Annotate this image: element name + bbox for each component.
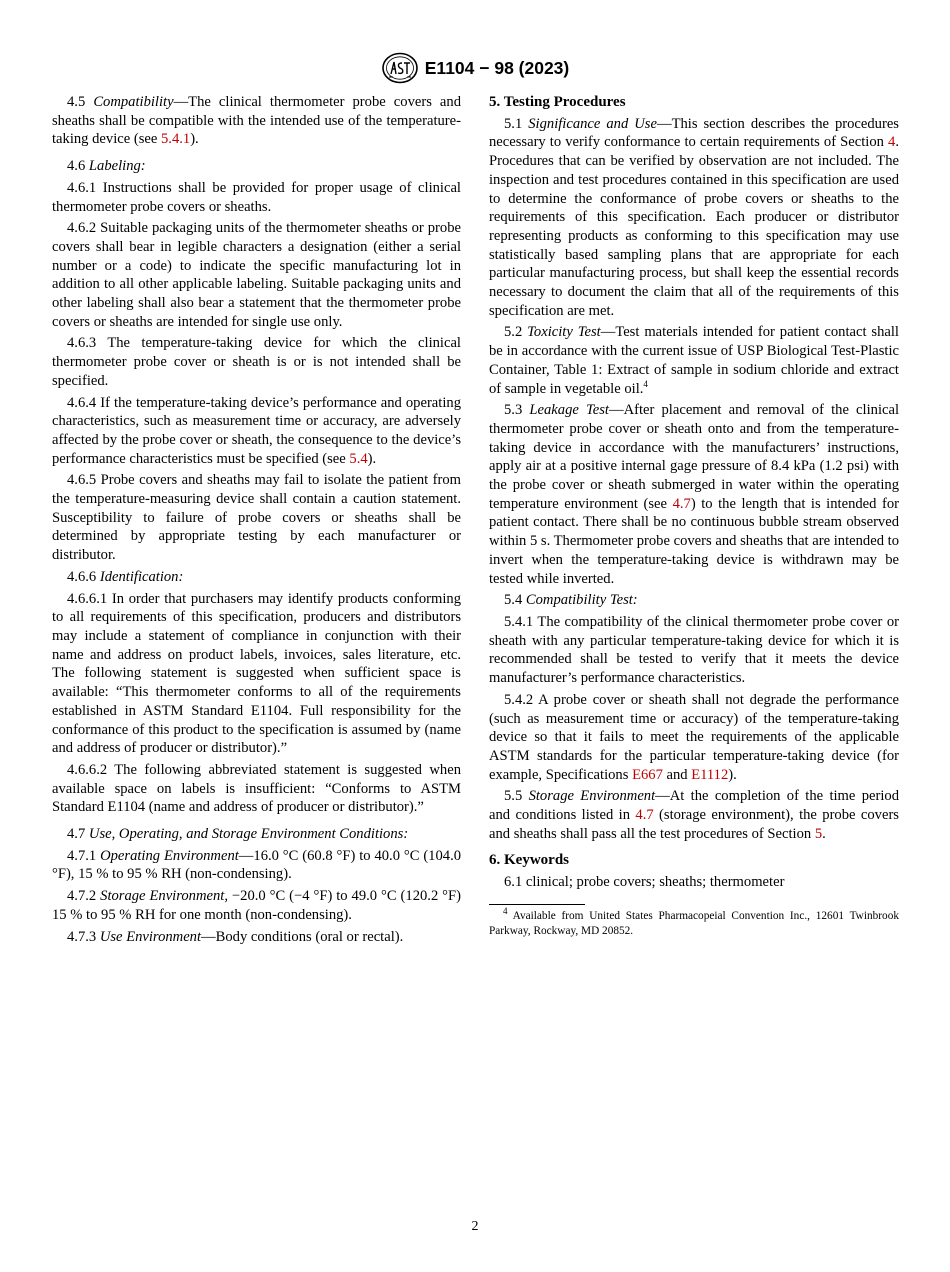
section-5-4: 5.4 Compatibility Test: <box>504 592 638 609</box>
page-header <box>0 52 950 86</box>
section-5-1: 5.1 Significance and Use—This section describes the procedures necessary to verify conformance to certain requirements of Section 4. Procedures that can be verified by observation are not included. The inspection and test procedures contained in this specification are used to determine the conformance of probe covers or sheaths to the requirements of this specification. Each producer or distributor representing products as conforming to this specification may use statistically based sampling plans that are appropriate for each particular manufacturing process, but shall keep the essential records necessary to document the claim that all of the requirements of this specification are met. <box>489 115 899 319</box>
section-4-7-2: 4.7.2 Storage Environment, −20.0 °C (−4 °F) to 49.0 °C (120.2 °F) 15 % to 95 % RH for one month (non-condensing). <box>52 888 461 923</box>
section-4-6: 4.6 Labeling: <box>67 158 146 175</box>
heading-testing-procedures: 5. Testing Procedures <box>489 94 626 110</box>
section-4-7: 4.7 Use, Operating, and Storage Environment Conditions: <box>67 826 409 843</box>
section-4-6-6: 4.6.6 Identification: <box>67 568 184 585</box>
ref-link-5-4-1[interactable]: 5.4.1 <box>161 131 191 148</box>
section-5-3: 5.3 Leakage Test—After placement and removal of the clinical thermometer probe cover or sheath onto and from the temperature-taking device in accordance with the manufacturers’ instructions, apply air at a positive internal gage pressure of 8.4 kPa (1.2 psi) with the probe cover or sheath submerged in water within the operating temperature environment (see 4.7) to the length that is intended for patient contact. There shall be no continuous bubble stream observed within 5 s. Thermometer probe covers and sheaths that are intended to invert when the temperature-taking device is withdrawn may be tested while inverted. <box>489 402 900 587</box>
section-4-6-6-1: 4.6.6.1 In order that purchasers may identify products conforming to all requirements of this specification, producers and distributors may include a statement of compliance in conjunction with their name and address on product labels, invoices, sales literature, etc. The following statement is suggested when sufficient space is available: “This thermometer conforms to all of the requirements established in ASTM Standard E1104. Full responsibility for the conformance of this product to the specification is assumed by (name and address of producer or distributor).” <box>52 590 461 757</box>
section-5-2: 5.2 Toxicity Test—Test materials intended for patient contact shall be in accordance with the current issue of USP Biological Test-Plastic Container, Table 1: Extract of sample in sodium chloride and extract of sample in vegetable oil.$^4$ <box>489 324 899 397</box>
ref-link-5-4[interactable]: 5.4 <box>349 450 368 467</box>
section-4-6-3: 4.6.3 The temperature-taking device for which the clinical thermometer probe cover or sheath is or is not intended shall be specified. <box>52 335 461 389</box>
left-column <box>52 93 461 949</box>
footnote-ref-4[interactable]: 4 <box>643 378 648 389</box>
footnote-4: $^4$ Available from United States Pharmacopeial Convention Inc., 12601 Twinbrook Parkway, Rockway, MD 20852. <box>489 906 899 937</box>
heading-keywords: 6. Keywords <box>489 852 569 869</box>
footnote-divider <box>489 904 585 905</box>
section-5-4-2: 5.4.2 A probe cover or sheath shall not degrade the performance (such as measurement time or accuracy) of the temperature-taking device so that it fails to meet the requirements of the applicable ASTM standards for the particular temperature-taking device (for example, Specifications E667 and E1112). <box>489 691 899 783</box>
section-4-6-1: 4.6.1 Instructions shall be provided for proper usage of clinical thermometer probe covers or sheaths. <box>52 179 461 215</box>
ref-link-e667[interactable]: E667 <box>632 766 663 783</box>
section-6-1: 6.1 clinical; probe covers; sheaths; thermometer <box>504 874 785 891</box>
ref-link-4-7[interactable]: 4.7 <box>672 495 691 512</box>
section-4-7-3: 4.7.3 Use Environment—Body conditions (oral or rectal). <box>67 928 404 945</box>
ref-link-4-7-storage[interactable]: 4.7 <box>635 807 654 824</box>
document-designation: E1104 − 98 (2023) <box>424 57 570 78</box>
ref-link-section-4[interactable]: 4 <box>888 134 896 151</box>
section-4-5: 4.5 Compatibility—The clinical thermometer probe covers and sheaths shall be compatible with the intended use of the temperature-taking device (see 5.4.1). <box>52 94 462 148</box>
section-4-7-1: 4.7.1 Operating Environment—16.0 °C (60.8 °F) to 40.0 °C (104.0 °F), 15 % to 95 % RH (non-condensing). <box>52 847 462 883</box>
right-column <box>489 93 899 939</box>
ref-link-section-5[interactable]: 5 <box>814 825 823 842</box>
section-4-6-6-2: 4.6.6.2 The following abbreviated statement is suggested when available space on labels is insufficient: “Conforms to ASTM Standard E1104 (name and address of producer or distributor).” <box>52 761 461 816</box>
section-4-6-5: 4.6.5 Probe covers and sheaths may fail to isolate the patient from the temperature-measuring device shall contain a caution statement. Susceptibility to failure of probe covers or sheaths shall be determined by appropriate testing by each manufacturer or distributor. <box>52 472 461 564</box>
astm-logo-icon <box>381 52 419 84</box>
section-4-6-2: 4.6.2 Suitable packaging units of the thermometer sheaths or probe covers shall bear in legible characters a designation (either a serial number or a code) to indicate the specific manufacturing lot in addition to all other applicable labeling. Suitable packaging units and other labeling shall also bear a statement that the thermometer probe covers or sheaths are intended for single use only. <box>52 220 461 330</box>
page-number: 2 <box>471 1219 479 1234</box>
section-5-4-1: 5.4.1 The compatibility of the clinical thermometer probe cover or sheath with any particular temperature-taking device for which it is recommended shall be tested to verify that it meets the device manufacturer’s performance characteristics. <box>489 613 899 687</box>
section-4-6-4: 4.6.4 If the temperature-taking device’s performance and operating characteristics, such as measurement time or accuracy, are adversely affected by the probe cover or sheath, the consequence to the device’s performance characteristics must be specified (see 5.4). <box>52 394 461 467</box>
section-5-5: 5.5 Storage Environment—At the completion of the time period and conditions listed in 4.7 (storage environment), the probe covers and sheaths shall pass all the test procedures of Section 5. <box>489 788 899 842</box>
ref-link-e1112[interactable]: E1112 <box>691 766 729 783</box>
